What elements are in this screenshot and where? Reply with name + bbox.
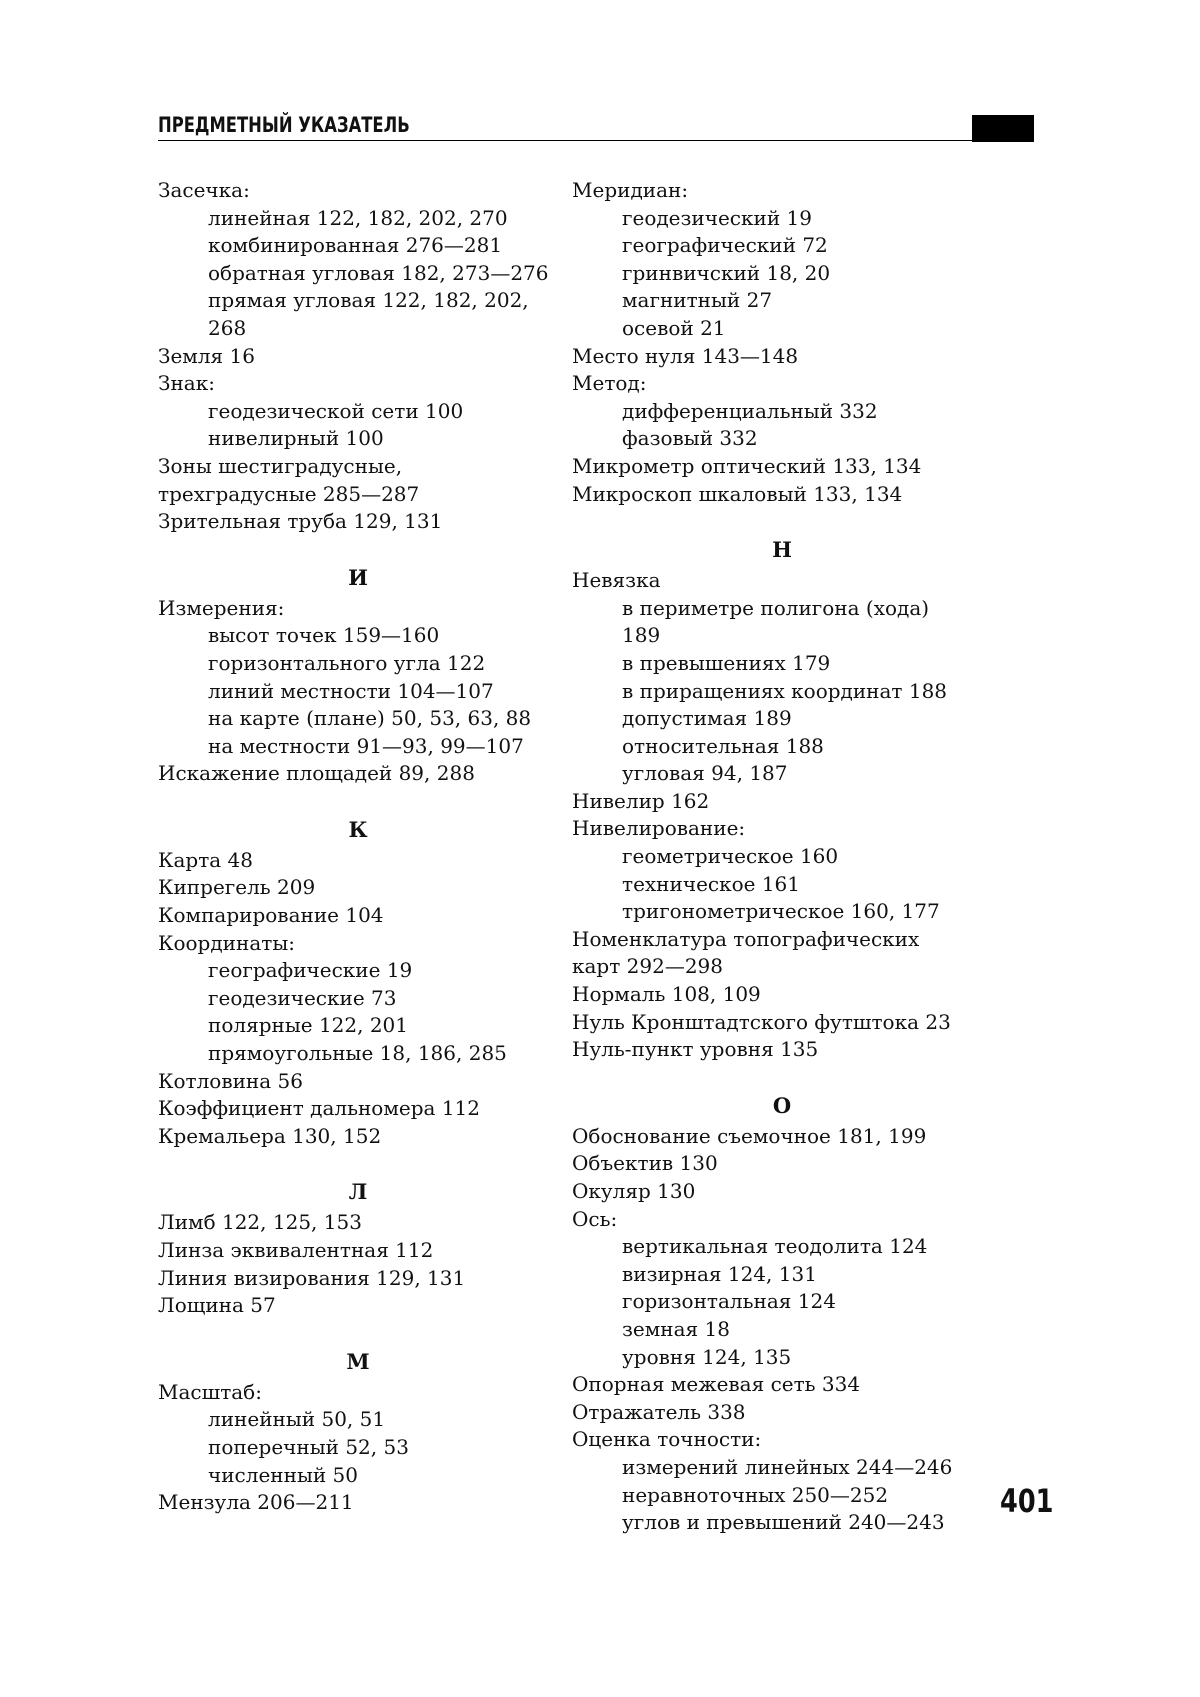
index-subentry: поперечный 52, 53 [158, 1434, 558, 1462]
header-divider [158, 140, 1034, 141]
index-subentry: магнитный 27 [572, 287, 992, 315]
index-subentry: в периметре полигона (хода) [572, 595, 992, 623]
index-subentry: фазовый 332 [572, 425, 992, 453]
index-entry: Опорная межевая сеть 334 [572, 1371, 992, 1399]
index-entry: Отражатель 338 [572, 1399, 992, 1427]
section-letter-heading: И [158, 564, 558, 592]
index-entry: Место нуля 143—148 [572, 343, 992, 371]
index-entry: Лощина 57 [158, 1292, 558, 1320]
index-entry: трехградусные 285—287 [158, 481, 558, 509]
index-subentry: прямая угловая 122, 182, 202, [158, 287, 558, 315]
index-subentry: дифференциальный 332 [572, 398, 992, 426]
index-subentry: допустимая 189 [572, 705, 992, 733]
index-subentry: комбинированная 276—281 [158, 232, 558, 260]
page-header-title: ПРЕДМЕТНЫЙ УКАЗАТЕЛЬ [158, 113, 410, 137]
index-subentry: обратная угловая 182, 273—276 [158, 260, 558, 288]
index-column-left [158, 177, 558, 1517]
index-entry: Микроскоп шкаловый 133, 134 [572, 481, 992, 509]
index-entry: Окуляр 130 [572, 1178, 992, 1206]
index-subentry: геодезический 19 [572, 205, 992, 233]
index-subentry: геодезической сети 100 [158, 398, 558, 426]
index-subentry: техническое 161 [572, 871, 992, 899]
index-subentry: на местности 91—93, 99—107 [158, 733, 558, 761]
index-entry: Кипрегель 209 [158, 874, 558, 902]
index-entry: Метод: [572, 370, 992, 398]
index-subentry: полярные 122, 201 [158, 1012, 558, 1040]
index-entry: Измерения: [158, 595, 558, 623]
index-entry: Карта 48 [158, 847, 558, 875]
section-letter-heading: О [572, 1092, 992, 1120]
section-letter-heading: Н [572, 536, 992, 564]
index-subentry: относительная 188 [572, 733, 992, 761]
index-entry: Обоснование съемочное 181, 199 [572, 1123, 992, 1151]
index-entry: Меридиан: [572, 177, 992, 205]
index-subentry: визирная 124, 131 [572, 1261, 992, 1289]
index-subentry: географические 19 [158, 957, 558, 985]
index-entry: карт 292—298 [572, 953, 992, 981]
index-subentry: геодезические 73 [158, 985, 558, 1013]
index-entry: Котловина 56 [158, 1068, 558, 1096]
index-subentry: измерений линейных 244—246 [572, 1454, 992, 1482]
index-subentry: вертикальная теодолита 124 [572, 1233, 992, 1261]
index-entry: Объектив 130 [572, 1150, 992, 1178]
index-subentry: в приращениях координат 188 [572, 678, 992, 706]
index-entry: Ось: [572, 1206, 992, 1234]
index-subentry: 189 [572, 622, 992, 650]
index-entry: Линза эквивалентная 112 [158, 1237, 558, 1265]
page-number: 401 [1000, 1482, 1053, 1520]
index-subentry: неравноточных 250—252 [572, 1482, 992, 1510]
index-subentry: геометрическое 160 [572, 843, 992, 871]
index-subentry: численный 50 [158, 1462, 558, 1490]
index-subentry: гринвичский 18, 20 [572, 260, 992, 288]
index-entry: Линия визирования 129, 131 [158, 1265, 558, 1293]
index-entry: Оценка точности: [572, 1426, 992, 1454]
index-entry: Коэффициент дальномера 112 [158, 1095, 558, 1123]
header-black-bar [972, 115, 1034, 142]
index-column-right [572, 177, 992, 1537]
index-subentry: угловая 94, 187 [572, 760, 992, 788]
index-entry: Компарирование 104 [158, 902, 558, 930]
index-entry: Земля 16 [158, 343, 558, 371]
index-entry: Знак: [158, 370, 558, 398]
index-subentry: прямоугольные 18, 186, 285 [158, 1040, 558, 1068]
index-entry: Лимб 122, 125, 153 [158, 1209, 558, 1237]
index-subentry: горизонтальная 124 [572, 1288, 992, 1316]
index-subentry: земная 18 [572, 1316, 992, 1344]
index-entry: Нуль-пункт уровня 135 [572, 1036, 992, 1064]
index-subentry: высот точек 159—160 [158, 622, 558, 650]
section-letter-heading: М [158, 1348, 558, 1376]
index-entry: Нуль Кронштадтского футштока 23 [572, 1009, 992, 1037]
index-entry: Координаты: [158, 930, 558, 958]
index-subentry: тригонометрическое 160, 177 [572, 898, 992, 926]
index-entry: Засечка: [158, 177, 558, 205]
index-subentry: в превышениях 179 [572, 650, 992, 678]
index-entry: Нивелирование: [572, 815, 992, 843]
index-entry: Кремальера 130, 152 [158, 1123, 558, 1151]
index-subentry: на карте (плане) 50, 53, 63, 88 [158, 705, 558, 733]
index-subentry: горизонтального угла 122 [158, 650, 558, 678]
index-entry: Мензула 206—211 [158, 1489, 558, 1517]
index-subentry: 268 [158, 315, 558, 343]
index-entry: Невязка [572, 567, 992, 595]
index-entry: Нормаль 108, 109 [572, 981, 992, 1009]
index-entry: Искажение площадей 89, 288 [158, 760, 558, 788]
index-entry: Нивелир 162 [572, 788, 992, 816]
index-subentry: нивелирный 100 [158, 425, 558, 453]
index-subentry: линий местности 104—107 [158, 678, 558, 706]
index-subentry: географический 72 [572, 232, 992, 260]
section-letter-heading: К [158, 816, 558, 844]
index-subentry: осевой 21 [572, 315, 992, 343]
index-entry: Микрометр оптический 133, 134 [572, 453, 992, 481]
index-subentry: линейная 122, 182, 202, 270 [158, 205, 558, 233]
index-subentry: углов и превышений 240—243 [572, 1509, 992, 1537]
section-letter-heading: Л [158, 1178, 558, 1206]
index-subentry: линейный 50, 51 [158, 1406, 558, 1434]
index-entry: Масштаб: [158, 1379, 558, 1407]
index-subentry: уровня 124, 135 [572, 1344, 992, 1372]
index-entry: Номенклатура топографических [572, 926, 992, 954]
index-entry: Зрительная труба 129, 131 [158, 508, 558, 536]
index-entry: Зоны шестиградусные, [158, 453, 558, 481]
